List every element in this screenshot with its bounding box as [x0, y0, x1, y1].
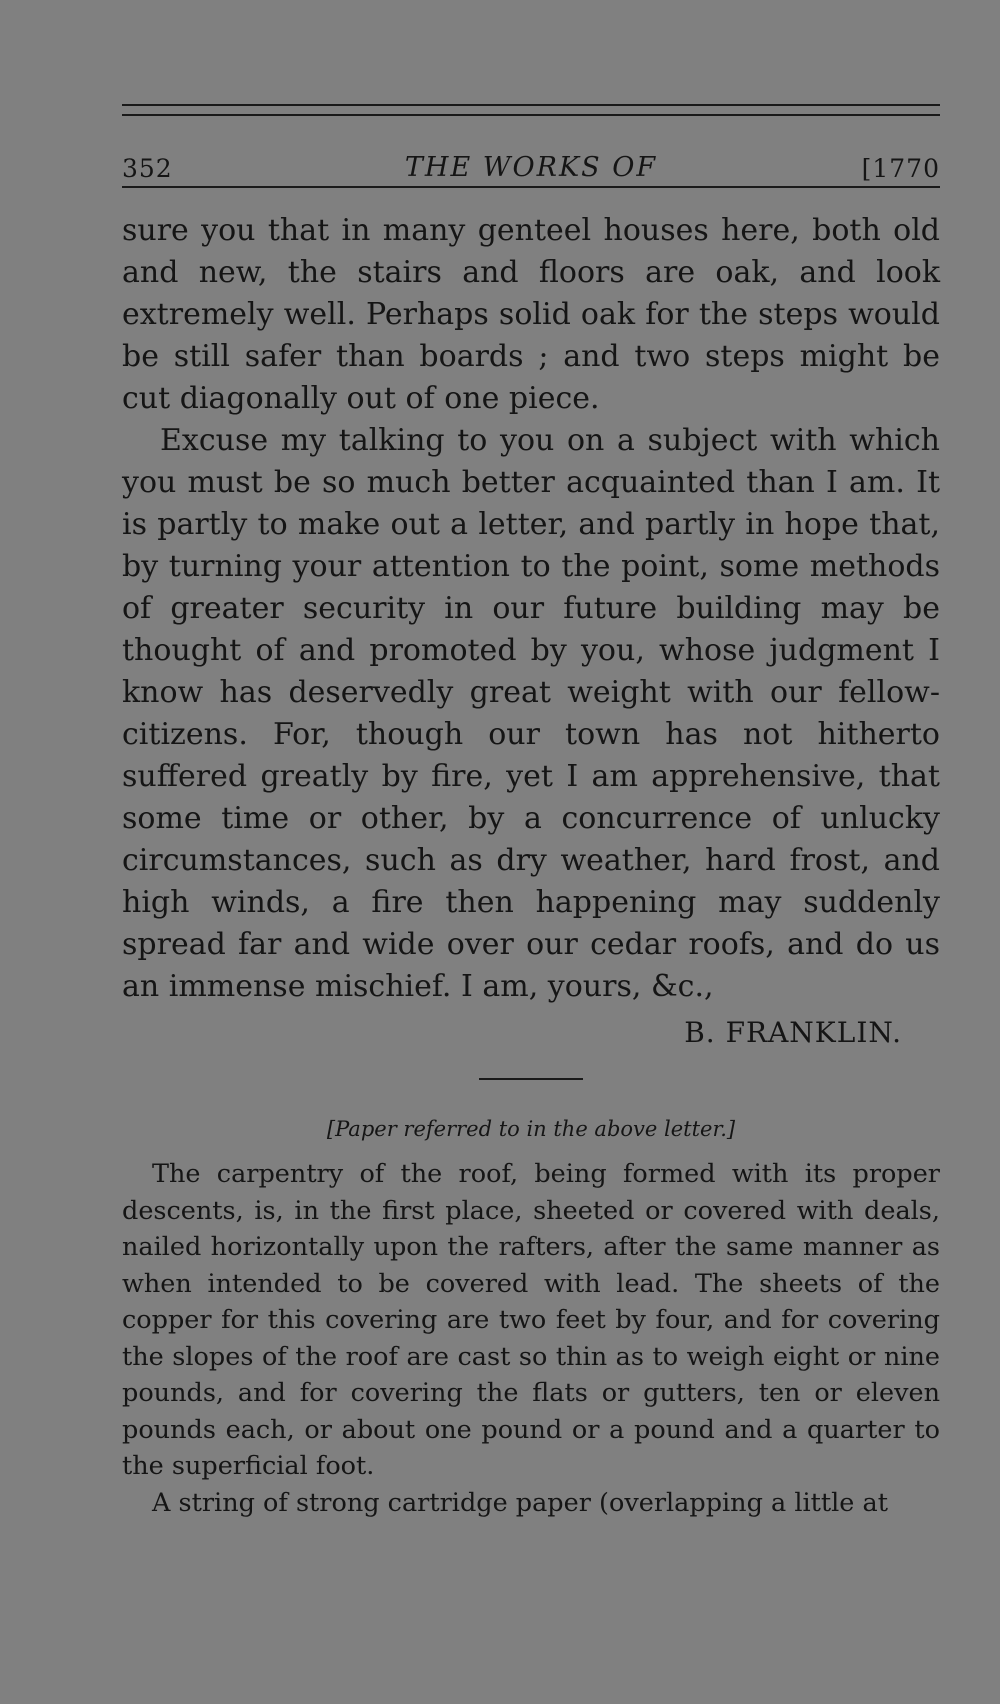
signature: B. FRANKLIN. [684, 1016, 902, 1049]
enclosure-paragraph-2: A string of strong cartridge paper (overlapping a little at [152, 1487, 888, 1518]
letter-body [122, 210, 940, 1054]
page-number: 352 [122, 154, 173, 183]
book-page [122, 104, 940, 1521]
enclosure-body [122, 1156, 940, 1521]
letter-paragraph-1: sure you that in many genteel houses here, both old and new, the stairs and floors are oak, and look extremely well. Perhaps solid oak for the steps would be still safer than boards ; and two steps might be cut diagonally out of one piece. [122, 213, 940, 416]
letter-paragraph-2: Excuse my talking to you on a subject with which you must be so much better acquainted than I am. It is partly to make out a letter, and partly in hope that, by turning your attention to the point, some methods of greater security in our future building may be thought of and promoted by you, whose judgment I know has deservedly great weight with our fellow-citizens. For, though our town has not hitherto suffered greatly by fire, yet I am apprehensive, that some time or other, by a concurrence of unlucky circumstances, such as dry weather, hard frost, and high winds, a fire then happening may suddenly spread far and wide over our cedar roofs, and do us an immense mischief. I am, yours, &c., [122, 423, 940, 1004]
running-year: [1770 [861, 154, 940, 183]
running-head [122, 116, 940, 183]
enclosure-caption: [Paper referred to in the above letter.] [326, 1117, 736, 1141]
section-divider [479, 1078, 583, 1080]
header-double-rule [122, 104, 940, 116]
enclosure-paragraph-1: The carpentry of the roof, being formed with its proper descents, is, in the first place, sheeted or covered with deals, nailed horizontally upon the rafters, after the same manner as when intended to be covered with lead. The sheets of the copper for this covering are two feet by four, and for covering the slopes of the roof are cast so thin as to weigh eight or nine pounds, and for covering the flats or gutters, ten or eleven pounds each, or about one pound or a pound and a quarter to the superficial foot. [122, 1159, 940, 1481]
header-rule [122, 186, 940, 188]
running-title: THE WORKS OF [404, 152, 658, 183]
